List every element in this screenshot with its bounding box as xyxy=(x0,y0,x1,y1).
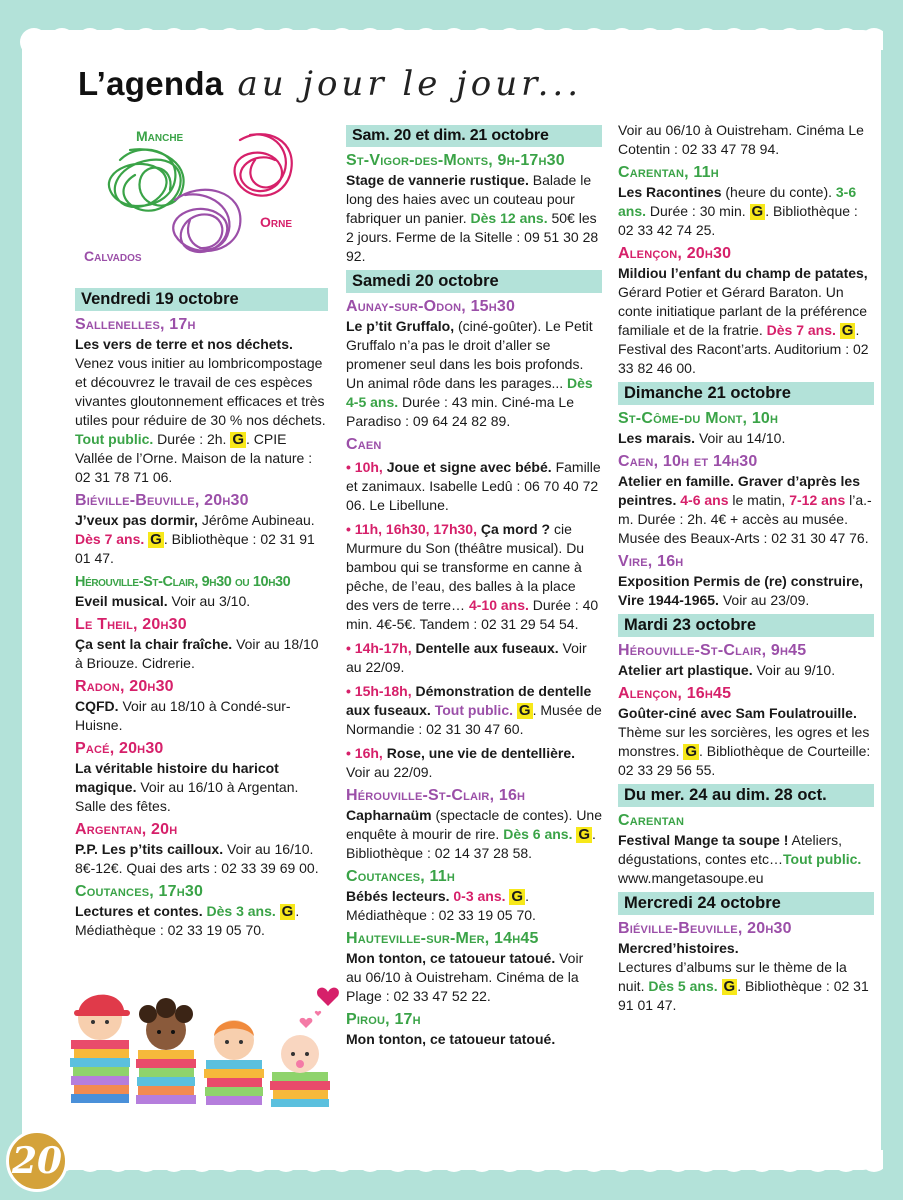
event-time: • 14h-17h, xyxy=(346,640,412,656)
g-badge-icon: G xyxy=(150,531,162,548)
event-info: Voir au 23/09. xyxy=(722,592,810,608)
column-3 xyxy=(618,121,874,1017)
event-entry xyxy=(75,615,328,673)
event-place: Caen xyxy=(346,436,382,453)
event-title: Ça mord ? xyxy=(480,521,551,537)
event-title: Lectures et contes. xyxy=(75,903,203,919)
age-label: Dès 7 ans. xyxy=(766,322,836,338)
map-label-calvados: Calvados xyxy=(84,248,142,264)
column-1 xyxy=(75,284,328,942)
event-info: . Médiathèque : 02 33 19 05 70. xyxy=(346,888,536,923)
event-entry xyxy=(618,163,874,240)
day-heading: Dimanche 21 octobre xyxy=(618,382,874,405)
page-number: 20 xyxy=(6,1130,68,1192)
event-desc: Ateliers, dégustations, contes etc… xyxy=(618,832,843,867)
event-title: Les Racontines xyxy=(618,184,722,200)
age-label: Dès 5 ans. xyxy=(648,978,718,994)
g-badge-icon: G xyxy=(751,203,764,220)
scallop-border-bottom xyxy=(20,1150,883,1178)
event-info: Médiathèque : 02 33 19 05 70. xyxy=(75,922,265,938)
map-label-orne: Orne xyxy=(260,214,293,230)
event-info: Voir au 9/10. xyxy=(756,662,836,678)
event-title: Les marais. xyxy=(618,430,696,446)
event-title: Eveil musical. xyxy=(75,593,168,609)
event-place: Caen, 10h et 14h30 xyxy=(618,453,758,470)
event-entry xyxy=(346,435,602,782)
event-info: . Musée de Normandie : 02 31 30 47 60. xyxy=(346,702,602,737)
event-title: Stage de vannerie rustique. xyxy=(346,172,529,188)
title-script: au jour le jour... xyxy=(237,64,583,104)
event-entry xyxy=(618,684,874,780)
event-title: Mercred’histoires. xyxy=(618,940,739,956)
event-subtitle: Gérard Potier et Gérard Baraton. xyxy=(618,284,822,300)
event-place: Hauteville-sur-Mer, 14h45 xyxy=(346,930,539,947)
event-info: Voir au 18/10 à Briouze. Cidrerie. xyxy=(75,636,319,671)
event-place: Hérouville-St-Clair, 9h30 ou 10h30 xyxy=(75,574,291,590)
event-desc: Un conte initiatique parlant de la préférence familiale et de la fratrie. xyxy=(618,284,868,338)
g-badge-icon: G xyxy=(518,702,531,719)
event-title: Démonstration de dentelle aux fuseaux. xyxy=(346,683,592,718)
event-subtitle: (ciné-goûter). xyxy=(458,318,542,334)
event-info: 50€ les 2 jours. Ferme de la Sitelle : 09 51 30 28 92. xyxy=(346,210,599,264)
day-heading: Mardi 23 octobre xyxy=(618,614,874,637)
event-info: . CPIE Vallée de l’Orne. Maison de la nature : 02 31 78 71 06. xyxy=(75,431,313,485)
age-label: Dès 6 ans. xyxy=(503,826,573,842)
g-badge-icon: G xyxy=(232,431,244,448)
event-desc: Jérôme Aubineau. xyxy=(201,512,315,528)
event-entry xyxy=(346,151,602,266)
g-badge-icon: G xyxy=(723,978,736,995)
event-subtitle: (heure du conte). xyxy=(725,184,832,200)
event-subtitle: (spectacle de contes). Une enquête à mourir de rire. xyxy=(346,807,602,842)
event-place: Hérouville-St-Clair, 16h xyxy=(346,787,526,804)
age-label: Tout public. xyxy=(434,702,513,718)
event-place: Hérouville-St-Clair, 9h45 xyxy=(618,642,807,659)
event-info: . Bibliothèque : 02 31 91 01 47. xyxy=(618,978,869,1013)
age-label: 3-6 ans. xyxy=(618,184,857,219)
event-entry xyxy=(618,452,874,548)
day-heading: Vendredi 19 octobre xyxy=(75,288,328,311)
event-info: Voir au 22/09. xyxy=(346,764,433,780)
event-title: Mon tonton, ce tatoueur tatoué. xyxy=(346,950,556,966)
event-info: le matin, xyxy=(732,492,786,508)
event-title: Exposition Permis de (re) construire, Vire 1944-1965. xyxy=(618,573,864,608)
event-entry xyxy=(618,552,874,610)
event-entry xyxy=(346,786,602,863)
g-badge-icon: G xyxy=(685,743,698,760)
event-title: Capharnaüm xyxy=(346,807,432,823)
event-info: Voir au 06/10 à Ouistreham. Cinéma Le Cotentin : 02 33 47 78 94. xyxy=(618,122,864,157)
event-entry xyxy=(75,820,328,878)
event-title: Joue et signe avec bébé. xyxy=(386,459,552,475)
age-label: 0-3 ans. xyxy=(453,888,506,904)
day-heading: Mercredi 24 octobre xyxy=(618,892,874,915)
region-map xyxy=(80,120,325,280)
event-place: Alençon, 16h45 xyxy=(618,685,732,702)
event-time: • 11h, 16h30, 17h30, xyxy=(346,521,477,537)
g-badge-icon: G xyxy=(841,322,854,339)
event-entry xyxy=(618,244,874,378)
event-info: Durée : 43 min. Ciné-ma Le Paradiso : 09 64 24 82 89. xyxy=(346,394,574,429)
event-entry: Coutances, 17h30 Lectures et contes. Dès 3 ans. G . Médiathèque : 02 33 19 05 70. xyxy=(75,882,328,940)
event-title: Mildiou l’enfant du champ de patates, xyxy=(618,265,868,281)
event-info: . Bibliothèque de Courteille: 02 33 29 56 55. xyxy=(618,743,871,778)
g-badge-icon: G xyxy=(281,903,294,920)
event-info: Voir au 16/10. 8€-12€. Quai des arts : 02 33 39 69 00. xyxy=(75,841,319,876)
age-label: Dès 12 ans. xyxy=(470,210,548,226)
age-label: Dès 7 ans. xyxy=(75,531,145,547)
event-place: Argentan, 20h xyxy=(75,821,178,838)
event-entry xyxy=(618,811,874,888)
event-place: Coutances, 11h xyxy=(346,868,456,885)
event-desc: Le Petit Gruffalo n’a pas le droit d’aller se promener seul dans les bois profonds. Un animal rôde dans les parages... xyxy=(346,318,593,391)
event-info: www.mangetasoupe.eu xyxy=(618,870,764,886)
event-title: Festival Mange ta soupe ! xyxy=(618,832,789,848)
event-place: St-Côme-du Mont, 10h xyxy=(618,410,779,427)
event-place: Biéville-Beuville, 20h30 xyxy=(618,920,792,937)
event-entry xyxy=(75,315,328,487)
age-label: Dès 4-5 ans. xyxy=(346,375,593,410)
event-info: Famille et zanimaux. Isabelle Ledû : 06 70 40 72 06. Le Libellune. xyxy=(346,459,601,513)
event-title: Ça sent la chair fraîche. xyxy=(75,636,233,652)
event-title: CQFD. xyxy=(75,698,119,714)
event-entry xyxy=(75,491,328,568)
day-heading: Samedi 20 octobre xyxy=(346,270,602,293)
kids-reading-illustration-icon xyxy=(66,980,346,1110)
event-desc: Lectures d’albums sur le thème de la nuit. xyxy=(618,959,847,994)
title-main: L’agenda xyxy=(78,65,224,102)
event-info: Voir au 16/10 à Argentan. Salle des fêtes. xyxy=(75,779,299,814)
event-place: Carentan xyxy=(618,812,685,829)
g-badge-icon: G xyxy=(578,826,591,843)
event-entry xyxy=(75,572,328,611)
event-info: Voir au 14/10. xyxy=(698,430,786,446)
event-place: St-Vigor-des-Monts, 9h-17h30 xyxy=(346,152,565,169)
event-info: . Bibliothèque : 02 14 37 28 58. xyxy=(346,826,596,861)
age-label: Tout public. xyxy=(783,851,862,867)
event-desc: Venez vous initier au lombricompostage et découvrez le travail de ces espèces vivantes gloutonnement efficaces et très utiles pour réduire de 30 % nos déchets. xyxy=(75,355,326,428)
event-place: Alençon, 20h30 xyxy=(618,245,732,262)
event-title: Rose, une vie de dentellière. xyxy=(386,745,575,761)
map-label-manche: Manche xyxy=(136,128,184,144)
event-place: Coutances, 17h30 xyxy=(75,883,204,900)
event-entry xyxy=(75,677,328,735)
event-info: . Bibliothèque : 02 31 91 01 47. xyxy=(75,531,315,566)
event-title: P.P. Les p’tits cailloux. xyxy=(75,841,224,857)
event-title: Le p’tit Gruffalo, xyxy=(346,318,455,334)
age-label: 4-10 ans. xyxy=(468,597,529,613)
event-title: Les vers de terre et nos déchets. xyxy=(75,336,293,352)
page-title xyxy=(78,64,582,104)
event-title: La véritable histoire du haricot magique. xyxy=(75,760,279,795)
event-duration: Durée : 2h. xyxy=(157,431,227,447)
event-info: . Bibliothèque : 02 33 42 74 25. xyxy=(618,203,858,238)
event-place: Sallenelles, 17h xyxy=(75,316,196,333)
event-entry xyxy=(346,297,602,431)
age-label: Tout public. xyxy=(75,431,154,447)
event-title: Atelier en famille. Graver d’après les peintres. xyxy=(618,473,861,508)
event-place: Aunay-sur-Odon, 15h30 xyxy=(346,298,516,315)
event-entry xyxy=(618,919,874,1015)
event-place: Vire, 16h xyxy=(618,553,684,570)
event-time: • 10h, xyxy=(346,459,383,475)
event-info: Durée : 40 min. 4€-5€. Tandem : 02 31 29 54 54. xyxy=(346,597,599,632)
event-entry xyxy=(346,867,602,925)
event-title: Dentelle aux fuseaux. xyxy=(415,640,559,656)
event-time: • 16h, xyxy=(346,745,383,761)
event-info: Voir au 22/09. xyxy=(346,640,587,675)
event-duration: Durée : 30 min. xyxy=(649,203,746,219)
event-entry xyxy=(618,641,874,680)
event-info: Voir au 18/10 à Condé-sur-Huisne. xyxy=(75,698,291,733)
event-entry xyxy=(618,409,874,448)
day-heading: Du mer. 24 au dim. 28 oct. xyxy=(618,784,874,807)
event-place: Le Theil, 20h30 xyxy=(75,616,187,633)
column-2 xyxy=(346,121,602,1051)
event-entry xyxy=(75,739,328,816)
event-entry xyxy=(346,1010,602,1049)
event-info: l’a.-m. Durée : 2h. 4€ + accès au musée. Musée des Beaux-Arts : 02 31 30 47 76. xyxy=(618,492,872,546)
event-entry xyxy=(346,929,602,1006)
age-label: 4-6 ans xyxy=(680,492,729,508)
event-desc: cie Murmure du Son (théâtre musical). Du bambou qui se transforme en canne à pêche, de l’eau, des balles à la place des vers de terre… xyxy=(346,521,585,613)
event-title: Mon tonton, ce tatoueur tatoué. xyxy=(346,1031,556,1047)
event-title: J’veux pas dormir, xyxy=(75,512,198,528)
event-place: Biéville-Beuville, 20h30 xyxy=(75,492,249,509)
event-place: Pirou, 17h xyxy=(346,1011,421,1028)
age-label: Dès 3 ans. xyxy=(206,903,276,919)
event-desc: Thème sur les sorcières, les ogres et les monstres. xyxy=(618,724,870,759)
event-place: Carentan, 11h xyxy=(618,164,719,181)
event-title: Goûter-ciné avec Sam Foulatrouille. xyxy=(618,705,857,721)
event-place: Radon, 20h30 xyxy=(75,678,174,695)
event-info: Voir au 06/10 à Ouistreham. Cinéma de la Plage : 02 33 47 52 22. xyxy=(346,950,584,1004)
event-desc: Balade le long des haies avec un couteau pour fabriquer un panier. xyxy=(346,172,592,226)
event-time: • 15h-18h, xyxy=(346,683,412,699)
event-info: . Festival des Racont’arts. Auditorium : 02 33 82 46 00. xyxy=(618,322,869,376)
age-label: 7-12 ans xyxy=(789,492,846,508)
day-heading: Sam. 20 et dim. 21 octobre xyxy=(346,125,602,147)
event-entry xyxy=(618,121,874,159)
scallop-border-top xyxy=(20,22,883,50)
event-place: Pacé, 20h30 xyxy=(75,740,164,757)
event-title: Bébés lecteurs. xyxy=(346,888,450,904)
event-info: Voir au 3/10. xyxy=(171,593,251,609)
g-badge-icon: G xyxy=(511,888,524,905)
event-title: Atelier art plastique. xyxy=(618,662,753,678)
